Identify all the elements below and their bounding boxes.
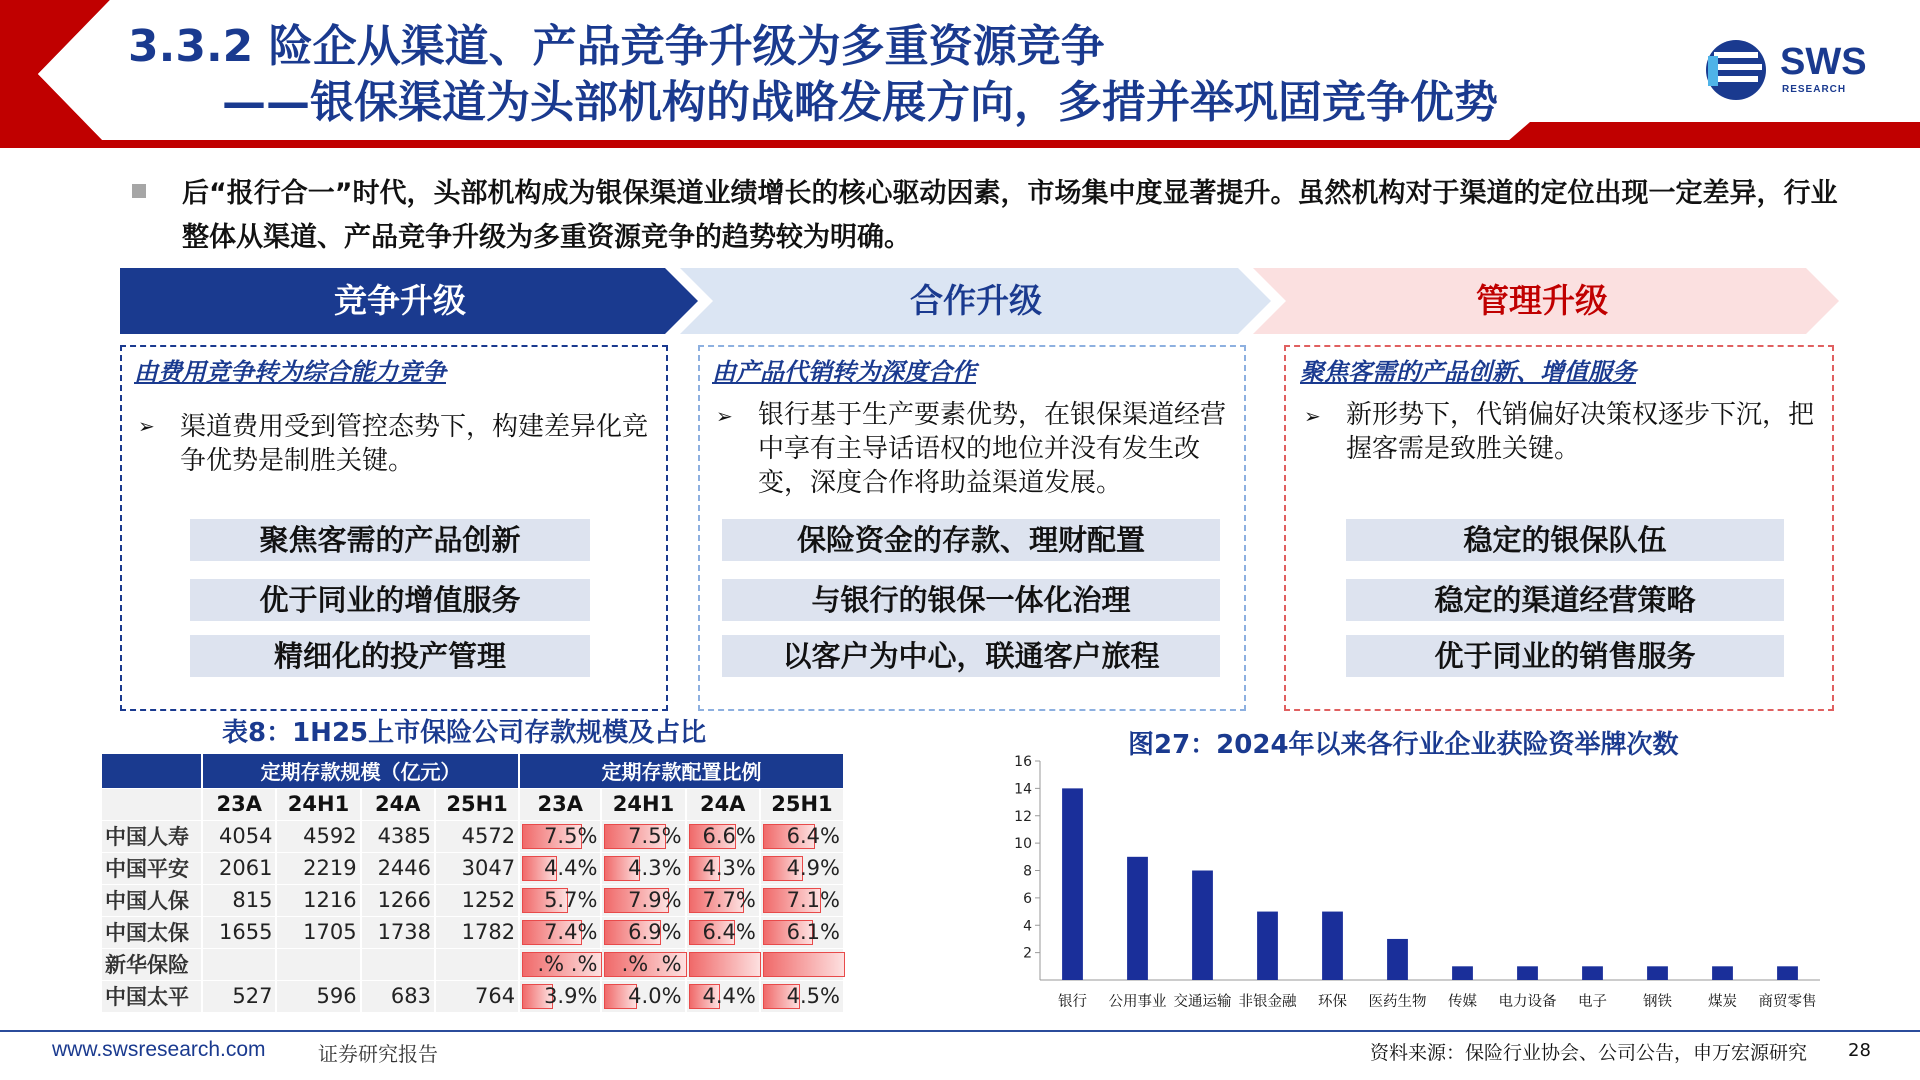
chart-y-tick-label: 14 <box>1014 781 1032 798</box>
table-row <box>102 916 844 948</box>
table-cell-amount: 4572 <box>435 820 519 852</box>
table-cell-ratio <box>601 948 685 980</box>
table-row-name: 中国人保 <box>102 884 202 916</box>
chevron-competition: 竞争升级 <box>334 281 466 320</box>
chart-y-tick-label: 16 <box>1014 754 1032 770</box>
table-subheader-row <box>102 788 844 820</box>
table-cell-amount <box>435 948 519 980</box>
table-cell-amount: 596 <box>276 980 360 1012</box>
table-subheader: 24A <box>686 788 760 820</box>
item-management-2: 稳定的渠道经营策略 <box>1346 579 1784 621</box>
sws-logo-icon <box>1704 38 1774 102</box>
chart-bar <box>1647 966 1668 980</box>
chart-bar <box>1517 966 1538 980</box>
table-group-header-amount: 定期存款规模（亿元） <box>202 754 519 788</box>
page-title: 3.3.2 险企从渠道、产品竞争升级为多重资源竞争 <box>128 21 1105 72</box>
table-cell-amount: 1252 <box>435 884 519 916</box>
table-subheader: 23A <box>202 788 276 820</box>
ratio-value: 4.4% <box>702 984 756 1008</box>
table-cell-ratio <box>760 980 844 1012</box>
table-cell-amount: 683 <box>361 980 435 1012</box>
ratio-value: 4.5% <box>786 984 840 1008</box>
table-cell-amount: 2446 <box>361 852 435 884</box>
item-management-3: 优于同业的销售服务 <box>1346 635 1784 677</box>
table-cell-amount: 4385 <box>361 820 435 852</box>
footer-doc-type: 证券研究报告 <box>318 1042 438 1066</box>
item-cooperation-1: 保险资金的存款、理财配置 <box>722 519 1220 561</box>
ratio-value: 3.9% <box>544 984 598 1008</box>
chart-x-tick-label: 公用事业 <box>1108 994 1167 1010</box>
table-cell-ratio <box>519 884 601 916</box>
table-cell-ratio <box>686 916 760 948</box>
chart-y-tick-label: 4 <box>1023 918 1032 935</box>
chart-y-tick-label: 2 <box>1023 945 1032 962</box>
ratio-value: 6.4% <box>702 920 756 944</box>
chart-x-tick-label: 环保 <box>1318 994 1347 1010</box>
table-cell-ratio <box>601 820 685 852</box>
table-cell-ratio <box>686 948 760 980</box>
chart-x-tick-label: 非银金融 <box>1238 994 1297 1010</box>
table-group-header-ratio: 定期存款配置比例 <box>519 754 844 788</box>
table-cell-amount: 764 <box>435 980 519 1012</box>
table-cell-ratio <box>519 948 601 980</box>
deposit-table <box>102 754 845 1013</box>
ratio-value: 5.7% <box>544 888 598 912</box>
table-cell-ratio <box>686 980 760 1012</box>
chart-x-tick-label: 钢铁 <box>1643 994 1672 1010</box>
box-competition-heading: 由费用竞争转为综合能力竞争 <box>134 358 446 386</box>
chevron-cooperation: 合作升级 <box>910 281 1042 320</box>
chart-bar <box>1127 857 1148 980</box>
box-cooperation-heading: 由产品代销转为深度合作 <box>712 358 976 386</box>
table-row <box>102 980 844 1012</box>
ratio-value: 7.7% <box>702 888 756 912</box>
table-cell-amount: 2061 <box>202 852 276 884</box>
ratio-value: 4.4% <box>544 856 598 880</box>
ratio-value: 6.4% <box>786 824 840 848</box>
table-row <box>102 948 844 980</box>
chart-bar <box>1322 912 1343 980</box>
table-cell-amount: 815 <box>202 884 276 916</box>
intro-paragraph: 后“报行合一”时代，头部机构成为银保渠道业绩增长的核心驱动因素，市场集中度显著提升。虽然机构对于渠道的定位出现一定差异，行业整体从渠道、产品竞争升级为多重资源竞争的趋势较为明确。 <box>182 178 1838 253</box>
table-cell-amount: 4054 <box>202 820 276 852</box>
table-row-name: 中国人寿 <box>102 820 202 852</box>
arrow-bullet-icon: ➢ <box>1304 404 1321 428</box>
table-cell-amount: 1655 <box>202 916 276 948</box>
chart-x-tick-label: 交通运输 <box>1173 994 1232 1010</box>
table-cell-amount: 4592 <box>276 820 360 852</box>
chart-title: 图27：2024年以来各行业企业获险资举牌次数 <box>1128 730 1679 760</box>
table-cell-amount <box>276 948 360 980</box>
table-row <box>102 884 844 916</box>
table-cell-ratio <box>519 820 601 852</box>
chart-x-tick-label: 电力设备 <box>1498 994 1557 1010</box>
ratio-value: 6.6% <box>702 824 756 848</box>
table-row <box>102 820 844 852</box>
table-cell-ratio <box>601 884 685 916</box>
table-subheader-blank <box>102 788 202 820</box>
chart-x-tick-label: 煤炭 <box>1708 994 1737 1010</box>
table-cell-ratio <box>760 884 844 916</box>
ratio-value: 4.3% <box>702 856 756 880</box>
chart-bar <box>1062 788 1083 980</box>
chart-y-tick-label: 12 <box>1014 808 1032 825</box>
table-subheader: 25H1 <box>760 788 844 820</box>
table-row-name: 新华保险 <box>102 948 202 980</box>
table-cell-amount: 1266 <box>361 884 435 916</box>
chart-x-tick-label: 银行 <box>1058 994 1087 1010</box>
ratio-value: 7.1% <box>786 888 840 912</box>
table-row <box>102 852 844 884</box>
table-cell-amount: 1782 <box>435 916 519 948</box>
bullet-square-icon <box>132 184 146 198</box>
table-cell-ratio <box>519 980 601 1012</box>
chart-bar <box>1192 871 1213 981</box>
logo-text: SWS <box>1780 41 1867 83</box>
table-cell-ratio <box>601 916 685 948</box>
chart-bar <box>1257 912 1278 980</box>
table-subheader: 24H1 <box>276 788 360 820</box>
arrow-bullet-icon: ➢ <box>716 404 733 428</box>
table-corner <box>102 754 202 788</box>
table-cell-amount: 2219 <box>276 852 360 884</box>
ratio-value: 6.1% <box>786 920 840 944</box>
box-cooperation-text: 银行基于生产要素优势，在银保渠道经营中享有主导话语权的地位并没有发生改变，深度合作将助益渠道发展。 <box>758 400 1227 498</box>
chart-x-tick-label: 电子 <box>1578 994 1607 1010</box>
ratio-value: 7.5% <box>544 824 598 848</box>
chart-x-tick-label: 传媒 <box>1448 994 1477 1010</box>
table-subheader: 24A <box>361 788 435 820</box>
table-row-name: 中国太保 <box>102 916 202 948</box>
chart-bar <box>1452 966 1473 980</box>
table-subheader: 25H1 <box>435 788 519 820</box>
chart-bar <box>1777 966 1798 980</box>
table-cell-amount <box>202 948 276 980</box>
page-subtitle: ——银保渠道为头部机构的战略发展方向，多措并举巩固竞争优势 <box>222 77 1498 128</box>
table-cell-ratio <box>686 852 760 884</box>
table-cell-amount <box>361 948 435 980</box>
ratio-databar <box>689 952 761 977</box>
chart-bar <box>1582 966 1603 980</box>
table-cell-amount: 527 <box>202 980 276 1012</box>
table-row-name: 中国太平 <box>102 980 202 1012</box>
table-cell-ratio <box>760 852 844 884</box>
ratio-value: 6.9% <box>628 920 682 944</box>
ratio-value: 7.4% <box>544 920 598 944</box>
table-subheader: 24H1 <box>601 788 685 820</box>
item-management-1: 稳定的银保队伍 <box>1346 519 1784 561</box>
table-cell-ratio <box>760 916 844 948</box>
chart-y-tick-label: 6 <box>1023 890 1032 907</box>
table-cell-amount: 3047 <box>435 852 519 884</box>
chart-x-tick-label: 商贸零售 <box>1758 994 1817 1010</box>
table-cell-ratio <box>760 948 844 980</box>
table-title: 表8：1H25上市保险公司存款规模及占比 <box>222 718 707 748</box>
chart-bar <box>1387 939 1408 980</box>
chart-y-tick-label: 10 <box>1014 836 1032 853</box>
chart-bar <box>1712 966 1733 980</box>
logo-subtext: RESEARCH <box>1782 84 1847 95</box>
table-cell-ratio <box>601 980 685 1012</box>
chevron-management: 管理升级 <box>1476 281 1608 320</box>
ratio-value: 4.9% <box>786 856 840 880</box>
item-competition-3: 精细化的投产管理 <box>190 635 590 677</box>
page-number: 28 <box>1848 1040 1871 1061</box>
table-subheader: 23A <box>519 788 601 820</box>
box-management-heading: 聚焦客需的产品创新、增值服务 <box>1300 358 1636 386</box>
ratio-databar <box>763 952 845 977</box>
table-cell-ratio <box>519 916 601 948</box>
item-cooperation-3: 以客户为中心，联通客户旅程 <box>722 635 1220 677</box>
footer-source: 资料来源：保险行业协会、公司公告，申万宏源研究 <box>1370 1042 1808 1064</box>
table-cell-ratio <box>760 820 844 852</box>
footer-divider <box>0 1030 1920 1032</box>
box-management-text: 新形势下，代销偏好决策权逐步下沉，把握客需是致胜关键。 <box>1346 400 1815 464</box>
item-cooperation-2: 与银行的银保一体化治理 <box>722 579 1220 621</box>
table-cell-ratio <box>686 820 760 852</box>
ratio-value: 4.3% <box>628 856 682 880</box>
ratio-value: 4.0% <box>628 984 682 1008</box>
ratio-value: 7.9% <box>628 888 682 912</box>
ratio-value: .% .% <box>621 952 682 976</box>
footer-url[interactable]: www.swsresearch.com <box>52 1038 266 1061</box>
table-cell-amount: 1738 <box>361 916 435 948</box>
box-competition-text: 渠道费用受到管控态势下，构建差异化竞争优势是制胜关键。 <box>180 412 649 476</box>
arrow-bullet-icon: ➢ <box>138 414 155 438</box>
table-cell-ratio <box>601 852 685 884</box>
table-cell-ratio <box>519 852 601 884</box>
table-cell-ratio <box>686 884 760 916</box>
table-cell-amount: 1705 <box>276 916 360 948</box>
chart-x-tick-label: 医药生物 <box>1368 994 1427 1010</box>
ratio-value: .% .% <box>537 952 598 976</box>
bar-chart <box>1014 750 1840 1020</box>
table-cell-amount: 1216 <box>276 884 360 916</box>
item-competition-1: 聚焦客需的产品创新 <box>190 519 590 561</box>
ratio-value: 7.5% <box>628 824 682 848</box>
table-row-name: 中国平安 <box>102 852 202 884</box>
chart-y-tick-label: 8 <box>1023 863 1032 880</box>
item-competition-2: 优于同业的增值服务 <box>190 579 590 621</box>
